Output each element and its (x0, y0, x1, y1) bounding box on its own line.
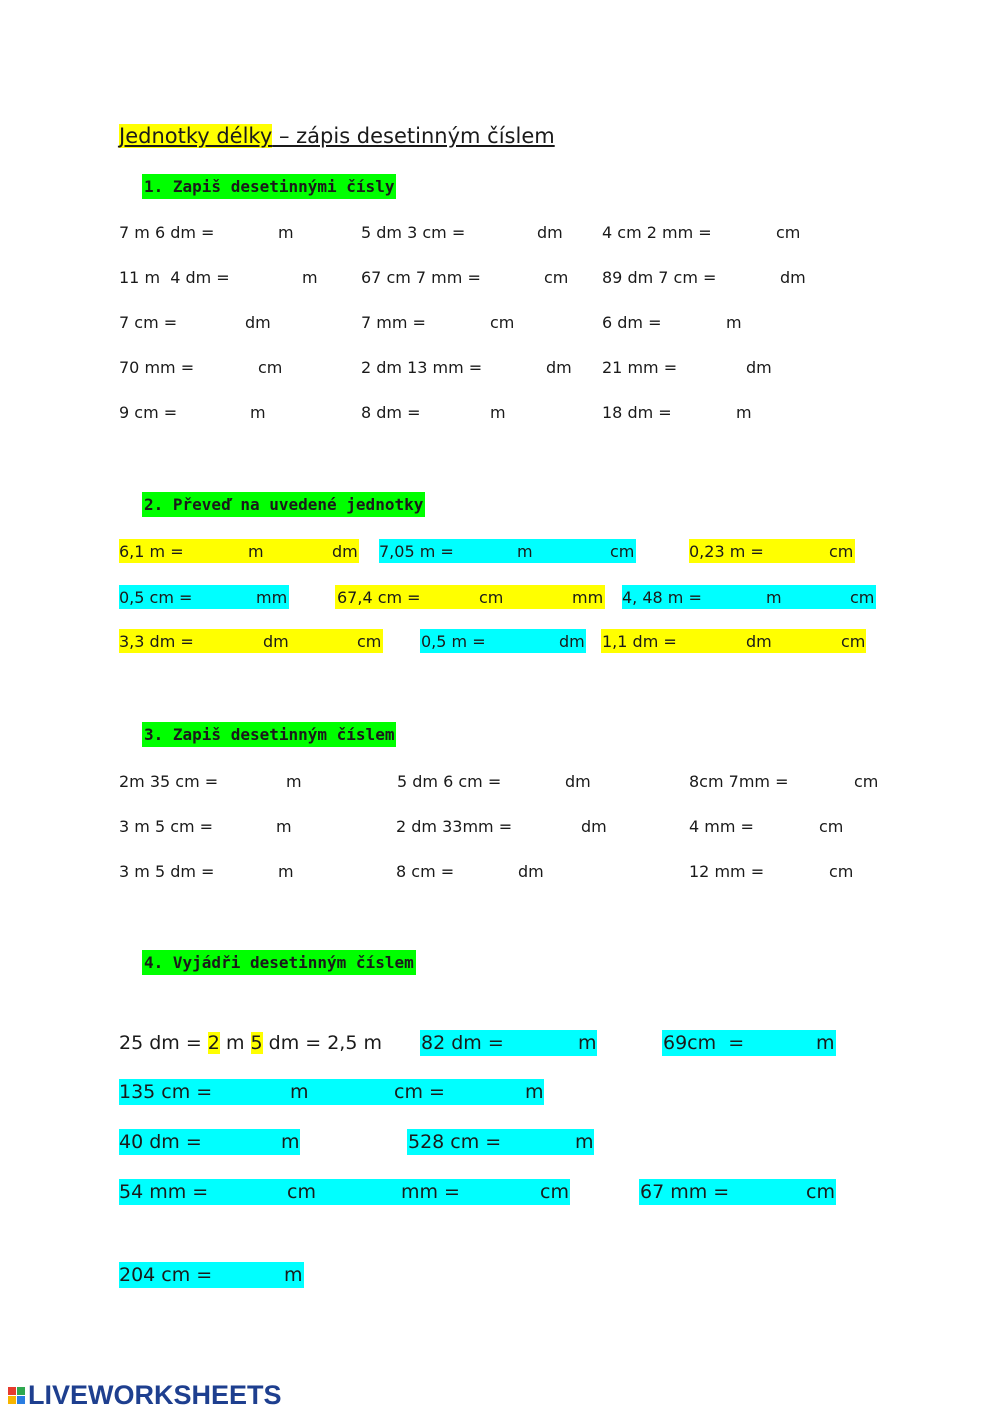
ex2-unit: cm (850, 588, 875, 607)
ex1-term: 70 mm = (119, 358, 195, 377)
ex2-term: 4, 48 m = (622, 588, 702, 607)
ex1-unit: m (250, 403, 266, 422)
ex2-term: 6,1 m = (119, 542, 184, 561)
ex2-unit: cm (841, 632, 866, 651)
ex4-term: mm = (401, 1181, 460, 1203)
ex4-unit: m (816, 1032, 835, 1054)
heading-exercise-2: 2. Převeď na uvedené jednotky (142, 492, 425, 517)
ex4-unit: cm (540, 1181, 569, 1203)
ex3-term: 3 m 5 dm = (119, 862, 215, 881)
ex3-term: 2 dm 33mm = (396, 817, 513, 836)
ex3-term: 5 dm 6 cm = (397, 772, 502, 791)
ex1-unit: dm (245, 313, 271, 332)
ex3-unit: m (286, 772, 302, 791)
ex1-term: 7 cm = (119, 313, 178, 332)
ex1-unit: dm (746, 358, 772, 377)
ex2-unit: dm (332, 542, 358, 561)
ex1-term: 2 dm 13 mm = (361, 358, 483, 377)
ex1-term: 4 cm 2 mm = (602, 223, 712, 242)
ex2-unit: m (766, 588, 782, 607)
ex1-unit: cm (490, 313, 515, 332)
ex2-unit: cm (357, 632, 382, 651)
ex1-unit: m (302, 268, 318, 287)
ex2-unit: mm (572, 588, 604, 607)
ex4-term: 69cm = (663, 1032, 745, 1054)
heading-exercise-3: 3. Zapiš desetinným číslem (142, 722, 396, 747)
ex3-term: 2m 35 cm = (119, 772, 219, 791)
ex4-unit: cm (806, 1181, 835, 1203)
ex1-unit: m (490, 403, 506, 422)
ex1-term: 8 dm = (361, 403, 421, 422)
example-highlight: 2 (207, 1032, 220, 1054)
ex1-term: 6 dm = (602, 313, 662, 332)
ex4-term: 204 cm = (119, 1264, 213, 1286)
ex4-unit: m (575, 1131, 594, 1153)
ex1-unit: cm (776, 223, 801, 242)
ex2-unit: cm (829, 542, 854, 561)
ex3-unit: cm (854, 772, 879, 791)
ex3-unit: dm (518, 862, 544, 881)
ex2-term: 3,3 dm = (119, 632, 194, 651)
ex1-unit: cm (544, 268, 569, 287)
ex4-unit: m (290, 1081, 309, 1103)
ex2-unit: cm (610, 542, 635, 561)
ex4-unit: m (578, 1032, 597, 1054)
ex4-unit: m (284, 1264, 303, 1286)
ex1-term: 89 dm 7 cm = (602, 268, 717, 287)
ex1-term: 7 m 6 dm = (119, 223, 215, 242)
ex4-term: 67 mm = (640, 1181, 730, 1203)
ex4-term: 82 dm = (421, 1032, 504, 1054)
example-highlight: 5 (250, 1032, 263, 1054)
ex1-unit: dm (780, 268, 806, 287)
ex1-term: 5 dm 3 cm = (361, 223, 466, 242)
ex3-unit: cm (829, 862, 854, 881)
ex4-unit: cm (287, 1181, 316, 1203)
ex2-term: 67,4 cm = (337, 588, 421, 607)
ex1-unit: m (726, 313, 742, 332)
ex2-unit: dm (746, 632, 772, 651)
ex3-unit: m (278, 862, 294, 881)
ex4-unit: m (281, 1131, 300, 1153)
ex3-unit: cm (819, 817, 844, 836)
ex2-term: 1,1 dm = (602, 632, 677, 651)
ex2-term: 7,05 m = (379, 542, 454, 561)
ex1-term: 21 mm = (602, 358, 678, 377)
ex4-term: cm = (394, 1081, 445, 1103)
liveworksheets-logo (8, 1380, 282, 1411)
ex1-term: 67 cm 7 mm = (361, 268, 481, 287)
ex1-term: 7 mm = (361, 313, 426, 332)
ex2-unit: m (517, 542, 533, 561)
ex2-unit: cm (479, 588, 504, 607)
ex2-term: 0,5 m = (421, 632, 486, 651)
ex4-unit: m (525, 1081, 544, 1103)
page-title (119, 122, 555, 150)
ex1-term: 9 cm = (119, 403, 178, 422)
logo-blocks-icon (8, 1387, 25, 1404)
ex3-unit: dm (565, 772, 591, 791)
ex3-unit: dm (581, 817, 607, 836)
title-highlight: Jednotky délky (119, 124, 273, 148)
ex3-term: 12 mm = (689, 862, 765, 881)
ex3-term: 8cm 7mm = (689, 772, 789, 791)
ex2-unit: dm (559, 632, 585, 651)
ex3-term: 8 cm = (396, 862, 455, 881)
ex2-unit: dm (263, 632, 289, 651)
heading-exercise-1: 1. Zapiš desetinnými čísly (142, 174, 396, 199)
heading-exercise-4: 4. Vyjádři desetinným číslem (142, 950, 416, 975)
ex2-unit: mm (256, 588, 288, 607)
ex4-term: 54 mm = (119, 1181, 209, 1203)
ex1-unit: m (278, 223, 294, 242)
ex1-unit: cm (258, 358, 283, 377)
ex3-unit: m (276, 817, 292, 836)
ex2-unit: m (248, 542, 264, 561)
logo-text: LIVEWORKSHEETS (28, 1380, 282, 1410)
ex4-term: 528 cm = (408, 1131, 502, 1153)
ex1-unit: dm (546, 358, 572, 377)
example-row: 25 dm = 2 m 5 dm = 2,5 m (119, 1032, 382, 1054)
ex3-term: 3 m 5 cm = (119, 817, 214, 836)
ex1-unit: m (736, 403, 752, 422)
ex2-term: 0,23 m = (689, 542, 764, 561)
ex4-term: 135 cm = (119, 1081, 213, 1103)
ex3-term: 4 mm = (689, 817, 754, 836)
ex1-term: 11 m 4 dm = (119, 268, 230, 287)
ex4-term: 40 dm = (119, 1131, 202, 1153)
ex1-term: 18 dm = (602, 403, 672, 422)
title-rest: – zápis desetinným číslem (272, 124, 555, 148)
ex1-unit: dm (537, 223, 563, 242)
ex2-term: 0,5 cm = (119, 588, 193, 607)
